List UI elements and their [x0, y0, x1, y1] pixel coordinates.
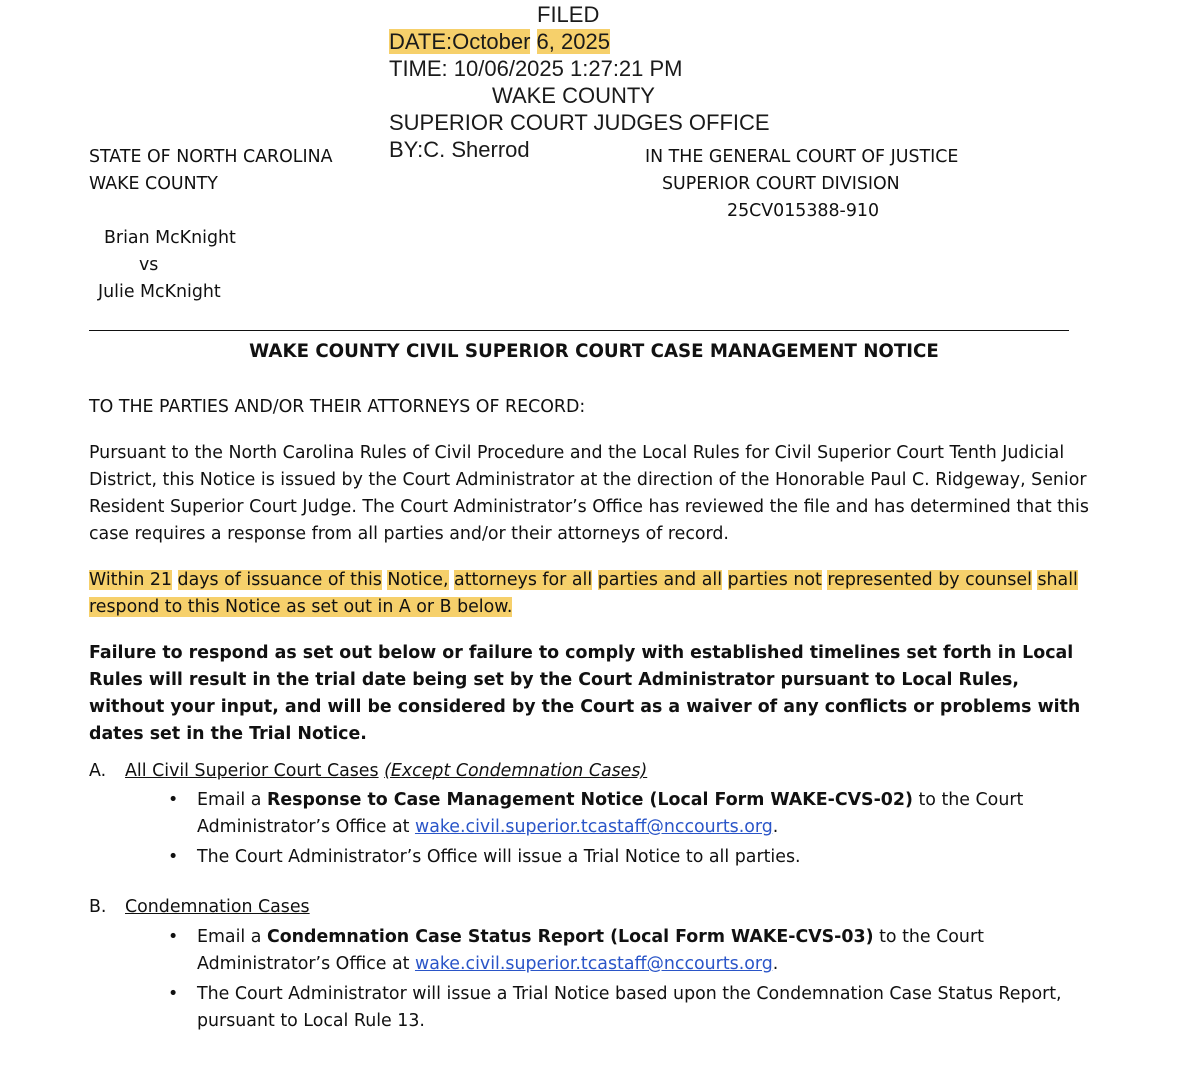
- deadline-h2: days of issuance of this: [177, 570, 382, 590]
- list-item: [160, 844, 1090, 871]
- filed-date-label: DATE:: [389, 29, 453, 54]
- bullet-text: to the Court Administrator’s Office at: [197, 790, 1024, 837]
- list-item: [160, 787, 1090, 841]
- warning-paragraph: Failure to respond as set out below or failure to comply with established timelines set forth in Local Rules will result in the trial date being set by the Court Administrator pursuant to Local Rules, without your input, and will be considered by the Court as a waiver of any conflicts or problems with dates set in the Trial Notice.: [89, 643, 1081, 744]
- intro-paragraph: Pursuant to the North Carolina Rules of Civil Procedure and the Local Rules for Civil Superior Court Tenth Judicial District, this Notice is issued by the Court Administrator at the direction of the Honorable Paul C. Ridgeway, Senior Resident Superior Court Judge. The Court Administrator’s Office has reviewed the file and has determined that this case requires a response from all parties and/or their attorneys of record.: [89, 443, 1089, 544]
- section-b-list: [160, 924, 1090, 1038]
- bullet-text: .: [772, 954, 779, 974]
- filed-date: [389, 28, 610, 55]
- list-item: [160, 981, 1090, 1035]
- deadline-paragraph: [89, 567, 1099, 621]
- notice-title: WAKE COUNTY CIVIL SUPERIOR COURT CASE MANAGEMENT NOTICE: [249, 341, 939, 362]
- bullet-icon: •: [168, 927, 179, 947]
- plaintiff-name: Brian McKnight: [104, 228, 236, 248]
- email-link[interactable]: wake.civil.superior.tcastaff@nccourts.org: [414, 954, 773, 974]
- versus-label: vs: [139, 255, 159, 275]
- deadline-h4: attorneys for all: [454, 570, 593, 590]
- filed-county: WAKE COUNTY: [492, 83, 655, 108]
- section-a-heading: [89, 761, 647, 781]
- deadline-h5: parties and all: [597, 570, 723, 590]
- section-b-title: Condemnation Cases: [125, 897, 310, 917]
- caption-county: WAKE COUNTY: [89, 174, 218, 194]
- deadline-h6: parties not: [727, 570, 822, 590]
- section-a-list: [160, 787, 1090, 874]
- bullet-icon: •: [168, 984, 179, 1004]
- deadline-h1: Within 21: [89, 570, 172, 590]
- filed-by: BY:C. Sherrod: [389, 137, 530, 162]
- deadline-h3: Notice,: [387, 570, 449, 590]
- deadline-h8: shall: [1037, 570, 1078, 590]
- list-item: [160, 924, 1090, 978]
- deadline-h7: represented by counsel: [827, 570, 1032, 590]
- bullet-icon: •: [168, 790, 179, 810]
- section-b-letter: B.: [89, 897, 107, 917]
- caption-divider: [89, 330, 1069, 331]
- bullet-icon: •: [168, 847, 179, 867]
- bullet-text: to the Court Administrator’s Office at: [197, 927, 984, 974]
- section-a-note: (Except Condemnation Cases): [384, 761, 648, 781]
- email-link[interactable]: wake.civil.superior.tcastaff@nccourts.org: [414, 817, 773, 837]
- section-a-letter: A.: [89, 761, 107, 781]
- bullet-text: The Court Administrator’s Office will issue a Trial Notice to all parties.: [197, 847, 801, 867]
- form-name: Response to Case Management Notice (Local Form WAKE-CVS-02): [266, 790, 913, 810]
- case-number: 25CV015388-910: [727, 201, 880, 221]
- deadline-h9: respond to this Notice as set out in A or B below.: [89, 597, 513, 617]
- filed-label: FILED: [537, 2, 600, 27]
- filed-date-month: October: [452, 29, 531, 54]
- filed-office: SUPERIOR COURT JUDGES OFFICE: [389, 110, 770, 135]
- form-name: Condemnation Case Status Report (Local Form WAKE-CVS-03): [266, 927, 874, 947]
- bullet-text: Email a: [197, 927, 262, 947]
- section-a-title: All Civil Superior Court Cases: [125, 761, 379, 781]
- caption-court: IN THE GENERAL COURT OF JUSTICE: [645, 147, 959, 167]
- bullet-text: .: [772, 817, 779, 837]
- salutation: TO THE PARTIES AND/OR THEIR ATTORNEYS OF RECORD:: [89, 397, 586, 417]
- caption-division: SUPERIOR COURT DIVISION: [662, 174, 900, 194]
- bullet-text: The Court Administrator will issue a Trial Notice based upon the Condemnation Case Status Report, pursuant to Local Rule 13.: [197, 984, 1062, 1031]
- bullet-text: Email a: [197, 790, 262, 810]
- caption-state: STATE OF NORTH CAROLINA: [89, 147, 333, 167]
- filed-date-day-year: 6, 2025: [536, 29, 610, 54]
- defendant-name: Julie McKnight: [98, 282, 221, 302]
- filed-time: TIME: 10/06/2025 1:27:21 PM: [389, 56, 683, 81]
- section-b-heading: [89, 897, 310, 917]
